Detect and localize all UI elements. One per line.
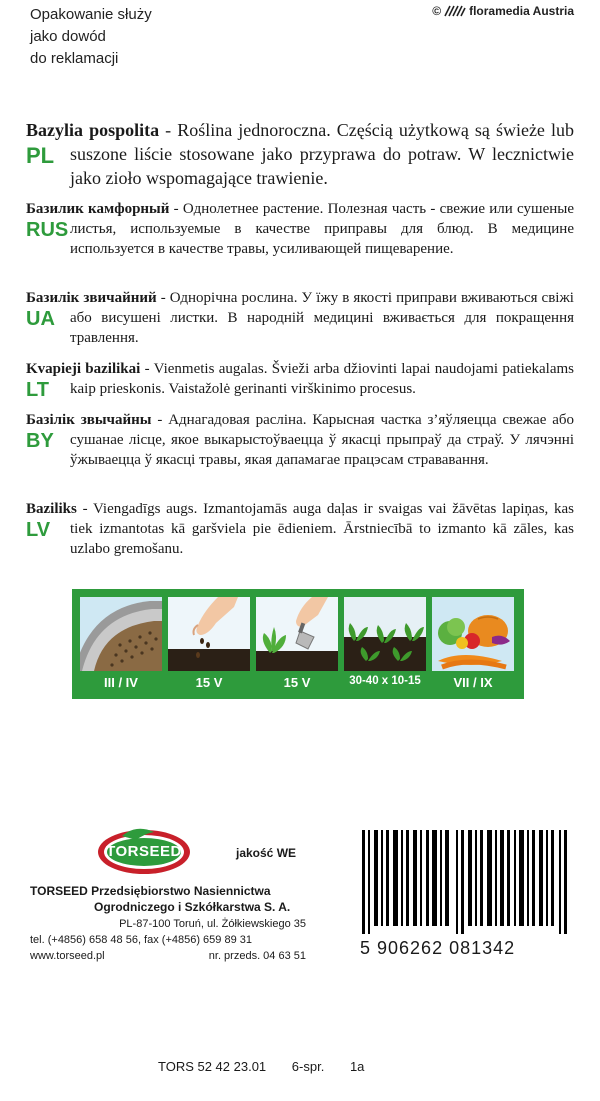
version-code: 1a <box>349 1059 365 1074</box>
plant-name: Базилік звичайний <box>26 290 157 306</box>
complaint-note-line: Opakowanie służy <box>30 6 152 23</box>
language-code: RUS <box>26 219 69 241</box>
plant-name: Базілік звычайны <box>26 412 152 428</box>
company-name-line: Ogrodniczego i Szkółkarstwa S. A. <box>94 900 291 914</box>
description-by <box>26 410 574 470</box>
description-text <box>26 499 574 559</box>
plant-description: - Однолетнее растение. Полезная часть - свежие или сушеные листья, используемые в качестве приправы для блюд. В медицине используется в качестве травы, усиливающей пищеварение. <box>70 201 574 257</box>
barcode <box>356 830 580 934</box>
plant-name: Базилик камфорный <box>26 201 170 217</box>
harvest-time-label: VII / IX <box>453 675 493 690</box>
direct-sowing-icon <box>168 597 250 671</box>
company-address <box>30 916 306 964</box>
registration-number: nr. przeds. 04 63 51 <box>208 950 306 962</box>
cultivation-strip <box>72 589 524 699</box>
company-name-line: TORSEED Przedsiębiorstwo Nasiennictwa <box>30 884 271 898</box>
language-code: LT <box>26 379 49 401</box>
packaging-code: 6-spr. <box>291 1059 325 1074</box>
plant-description: - Roślina jednoroczna. Częścią użytkową są świeże lub suszone liście stosowane jako przyprawa do potraw. W lecznictwie jako zioło wspomagające trawienie. <box>70 120 574 188</box>
description-pl <box>26 118 574 190</box>
language-code: LV <box>26 519 51 541</box>
floramedia-logo-icon <box>444 5 466 17</box>
plant-description: - Vienmetis augalas. Švieži arba džiovinti lapai naudojami patiekalams kaip prieskonis. Vaistažolė gerinanti virškinimo procesus. <box>70 361 575 397</box>
copyright-symbol: © <box>432 4 442 18</box>
spacing-label: 30-40 x 10-15 <box>349 675 421 687</box>
direct-sowing-time-label: 15 V <box>195 675 223 690</box>
street-address: PL-87-100 Toruń, ul. Żółkiewskiego 35 <box>119 918 306 930</box>
torseed-logo <box>96 826 192 881</box>
planting-out-icon <box>256 597 338 671</box>
plant-description: - Однорічна рослина. У їжу в якості приправи вживаються свіжі або висушені листки. В народній медицині вживається для покращення травлення. <box>70 290 574 346</box>
description-lv <box>26 499 574 559</box>
plant-name: Bazylia pospolita <box>26 120 160 140</box>
brand-name: floramedia Austria <box>469 4 574 18</box>
complaint-note-line: jako dowód <box>30 28 106 45</box>
planting-time-label: 15 V <box>283 675 311 690</box>
logo-text: TORSEED <box>106 843 182 860</box>
website-link[interactable]: www.torseed.pl <box>30 950 105 962</box>
description-text <box>26 288 574 348</box>
description-text <box>26 118 574 190</box>
company-name <box>30 883 310 915</box>
barcode-number: 5 906262 081342 <box>360 938 516 958</box>
description-text <box>26 199 574 259</box>
plant-description: - Viengadīgs augs. Izmantojamās auga daļas ir svaigas vai žāvētas lapiņas, kas tiek izmantotas kā garšviela pie ēdieniem. Ārstniecībā to izmanto kā zāles, kas uzlabo gremošanu. <box>70 501 574 557</box>
plant-name: Baziliks <box>26 501 77 517</box>
greenhouse-sowing-icon <box>80 597 162 671</box>
quality-label: jakość WE <box>236 846 297 860</box>
complaint-note-line: do reklamacji <box>30 50 119 67</box>
description-text <box>26 359 574 399</box>
language-code: PL <box>26 143 55 168</box>
description-rus <box>26 199 574 259</box>
language-code: BY <box>26 430 54 452</box>
product-code: TORS 52 42 23.01 <box>158 1059 267 1074</box>
spacing-icon <box>344 597 426 671</box>
plant-description: - Аднагадовая расліна. Карысная частка з’яўляецца свежае або сушанае лісце, якое выкарыстоўваецца ў якасці прыпраў да страў. У лячэнні ўжываецца ў якасці травы, якая дапамагае працэсам стрававання. <box>70 412 575 468</box>
plant-name: Kvapieji bazilikai <box>26 361 141 377</box>
language-code: UA <box>26 308 55 330</box>
sowing-time-label: III / IV <box>104 675 138 690</box>
complaint-note <box>30 4 280 70</box>
print-codes <box>158 1059 386 1074</box>
description-lt <box>26 359 574 399</box>
floramedia-brand <box>432 4 574 18</box>
description-text <box>26 410 574 470</box>
description-ua <box>26 288 574 348</box>
phone-fax: tel. (+4856) 658 48 56, fax (+4856) 659 89 31 <box>30 934 252 946</box>
harvest-icon <box>432 597 514 671</box>
